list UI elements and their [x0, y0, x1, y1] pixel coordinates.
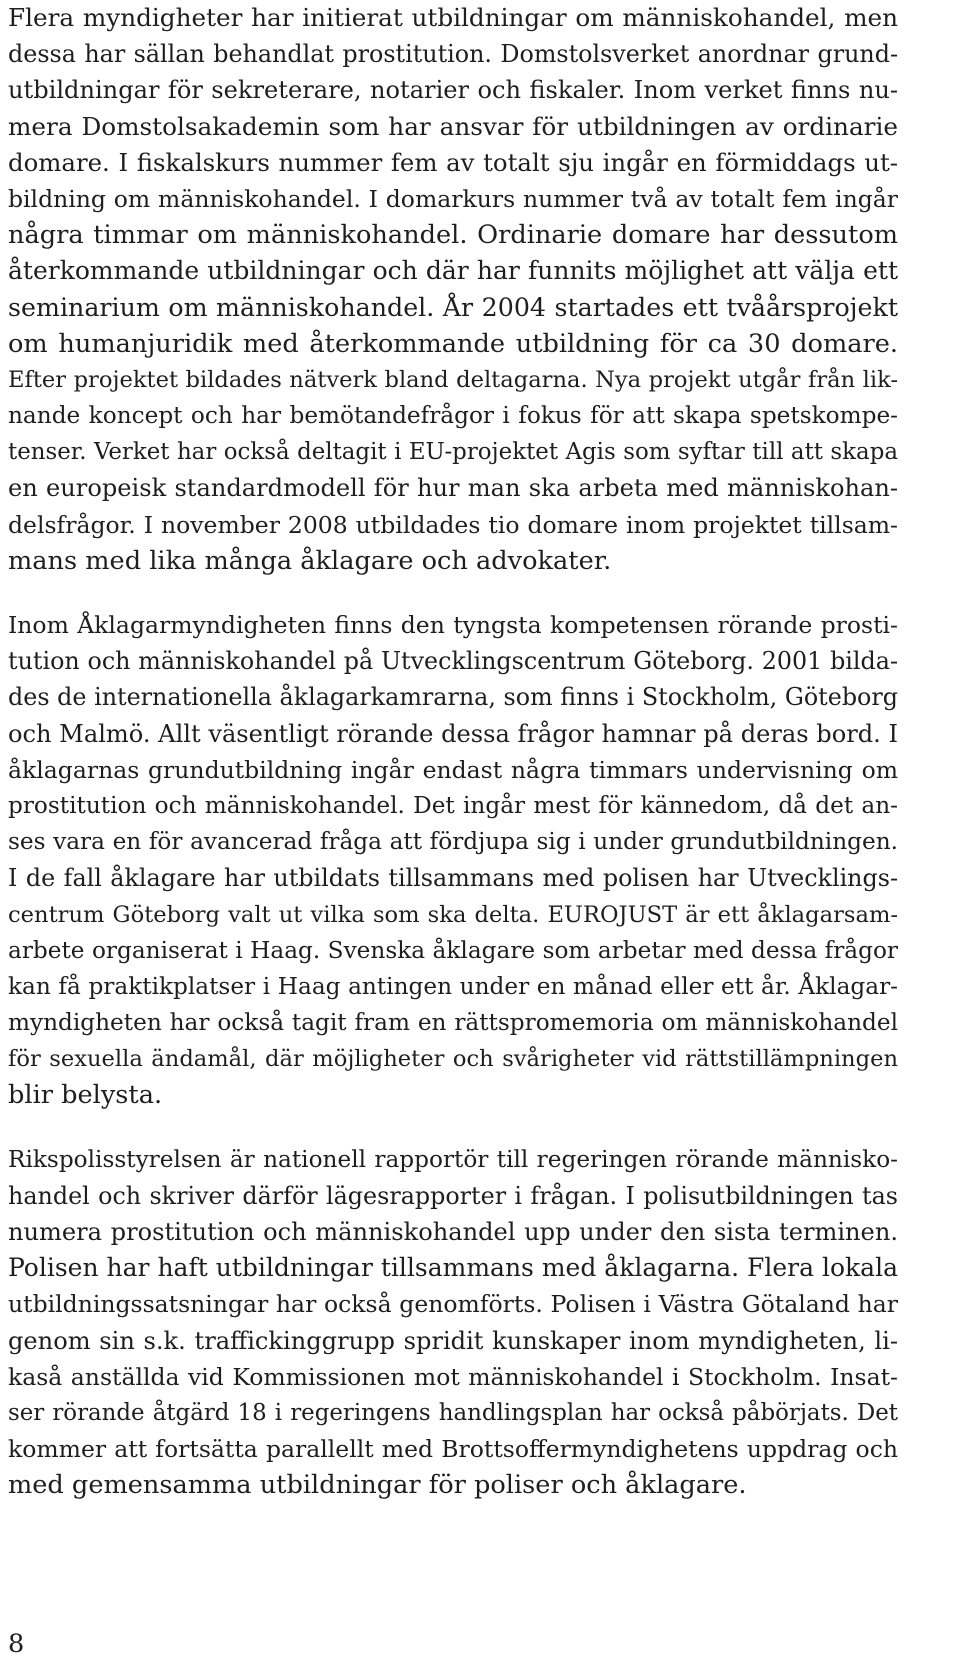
text-line: numera prostitution och människohandel upp under den sista terminen. — [8, 1218, 898, 1246]
text-line: myndigheten har också tagit fram en rättspromemoria om människohandel — [8, 1009, 898, 1037]
text-line: bildning om människohandel. I domarkurs nummer två av totalt fem ingår — [8, 184, 898, 213]
text-line: prostitution och människohandel. Det ingår mest för kännedom, då det an- — [8, 791, 898, 819]
page-number: 8 — [8, 1629, 25, 1659]
text-line: des de internationella åklagarkamrarna, som finns i Stockholm, Göteborg — [8, 683, 898, 712]
text-line: några timmar om människohandel. Ordinarie domare har dessutom — [8, 220, 898, 251]
paragraph-1 — [8, 0, 898, 579]
text-line: Polisen har haft utbildningar tillsammans med åklagarna. Flera lokala — [8, 1253, 898, 1283]
text-line: centrum Göteborg valt ut vilka som ska delta. EUROJUST är ett åklagarsam- — [8, 901, 898, 928]
text-line: kommer att fortsätta parallellt med Brottsoffermyndighetens uppdrag och — [8, 1435, 898, 1464]
text-line: ser rörande åtgärd 18 i regeringens handlingsplan har också påbörjats. Det — [8, 1399, 898, 1426]
text-line: Inom Åklagarmyndigheten finns den tyngsta kompetensen rörande prosti- — [8, 611, 898, 639]
text-line: dessa har sällan behandlat prostitution. Domstolsverket anordnar grund- — [8, 40, 898, 69]
text-line: utbildningssatsningar har också genomförts. Polisen i Västra Götaland har — [8, 1290, 898, 1319]
text-line: nande koncept och har bemötandefrågor i fokus för att skapa spetskompe- — [8, 402, 898, 430]
paragraph-gap — [8, 1114, 898, 1142]
text-line: delsfrågor. I november 2008 utbildades tio domare inom projektet tillsam- — [8, 510, 898, 539]
text-line: tution och människohandel på Utvecklingscentrum Göteborg. 2001 bilda- — [8, 647, 898, 676]
text-line: en europeisk standardmodell för hur man ska arbeta med människohan- — [8, 474, 898, 503]
text-line: domare. I fiskalskurs nummer fem av totalt sju ingår en förmiddags ut- — [8, 147, 898, 177]
document-page — [8, 0, 898, 1504]
paragraph-3 — [8, 1142, 898, 1504]
paragraph-2 — [8, 607, 898, 1114]
text-line: åklagarnas grundutbildning ingår endast några timmars undervisning om — [8, 755, 898, 784]
body-text — [8, 0, 898, 1504]
text-line: Rikspolisstyrelsen är nationell rapportör till regeringen rörande människo- — [8, 1145, 898, 1173]
text-line: blir belysta. — [8, 1080, 163, 1111]
text-line: mans med lika många åklagare och advokater. — [8, 545, 612, 576]
text-line: om humanjuridik med återkommande utbildning för ca 30 domare. — [8, 328, 898, 359]
text-line: med gemensamma utbildningar för poliser och åklagare. — [8, 1470, 747, 1501]
text-line: för sexuella ändamål, där möjligheter och svårigheter vid rättstillämpningen — [8, 1046, 898, 1073]
text-line: Flera myndigheter har initierat utbildningar om människohandel, men — [8, 3, 898, 32]
text-line: handel och skriver därför lägesrapporter i frågan. I polisutbildningen tas — [8, 1181, 898, 1210]
text-line: ses vara en för avancerad fråga att fördjupa sig i under grundutbildningen. — [8, 828, 898, 856]
text-line: arbete organiserat i Haag. Svenska åklagare som arbetar med dessa frågor — [8, 936, 898, 964]
text-line: seminarium om människohandel. År 2004 startades ett tvåårsprojekt — [8, 292, 898, 322]
paragraph-gap — [8, 579, 898, 607]
text-line: tenser. Verket har också deltagit i EU-projektet Agis som syftar till att skapa — [8, 439, 898, 466]
text-line: genom sin s.k. traffickinggrupp spridit kunskaper inom myndigheten, li- — [8, 1326, 898, 1355]
text-line: kaså anställda vid Kommissionen mot människohandel i Stockholm. Insat- — [8, 1362, 898, 1391]
text-line: mera Domstolsakademin som har ansvar för utbildningen av ordinarie — [8, 111, 898, 141]
text-line: återkommande utbildningar och där har funnits möjlighet att välja ett — [8, 256, 898, 286]
text-line: kan få praktikplatser i Haag antingen under en månad eller ett år. Åklagar- — [8, 972, 898, 1000]
text-line: och Malmö. Allt väsentligt rörande dessa frågor hamnar på deras bord. I — [8, 719, 898, 748]
text-line: I de fall åklagare har utbildats tillsammans med polisen har Utvecklings- — [8, 864, 898, 893]
text-line: utbildningar för sekreterare, notarier och fiskaler. Inom verket finns nu- — [8, 76, 898, 105]
text-line: Efter projektet bildades nätverk bland deltagarna. Nya projekt utgår från lik- — [8, 366, 898, 393]
